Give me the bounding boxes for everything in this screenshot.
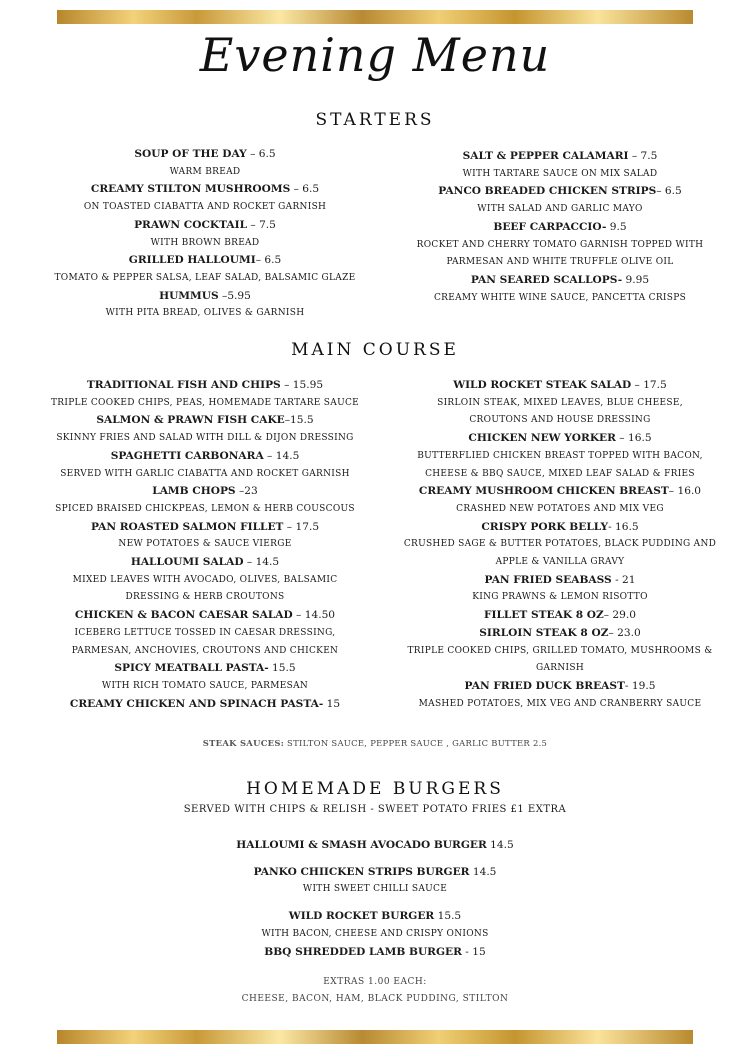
menu-item-description: WITH SALAD AND GARLIC MAYO (477, 204, 643, 215)
menu-item-description: CRASHED NEW POTATOES AND MIX VEG (456, 503, 664, 514)
menu-item (392, 483, 728, 501)
menu-item-description: TRIPLE COOKED CHIPS, PEAS, HOMEMADE TARTARE SAUCE (50, 397, 360, 408)
menu-item-price: 15 (323, 697, 341, 710)
menu-item-price: – 23.0 (608, 626, 641, 639)
menu-item-price: – 14.5 (263, 449, 300, 462)
menu-item-name: CREAMY MUSHROOM CHICKEN BREAST (418, 485, 669, 498)
burgers-subtitle: SERVED WITH CHIPS & RELISH - SWEET POTATO FRIES £1 EXTRA (183, 804, 567, 815)
menu-item-price: – 17.5 (283, 520, 320, 533)
menu-item-name: CHICKEN NEW YORKER (468, 432, 616, 445)
menu-item-description: TRIPLE COOKED CHIPS, GRILLED TOMATO, MUSHROOMS & (407, 645, 713, 656)
extras-label: EXTRAS 1.00 EACH: (323, 977, 427, 987)
menu-item-description: KING PRAWNS & LEMON RISOTTO (472, 592, 648, 603)
menu-item-price: 14.5 (486, 839, 514, 851)
menu-item (30, 519, 380, 537)
menu-item-price: – 7.5 (628, 150, 658, 162)
menu-item-description: WITH BROWN BREAD (150, 237, 260, 248)
menu-item (30, 696, 380, 714)
menu-item-description: DRESSING & HERB CROUTONS (125, 592, 285, 603)
main-course-heading: MAIN COURSE (291, 340, 459, 360)
menu-item-description: ICEBERG LETTUCE TOSSED IN CAESAR DRESSING, (74, 627, 336, 638)
menu-item-description: PARMESAN AND WHITE TRUFFLE OLIVE OIL (446, 257, 674, 268)
menu-item-description: ROCKET AND CHERRY TOMATO GARNISH TOPPED WITH (416, 239, 704, 250)
burgers-list (0, 837, 750, 961)
menu-item (392, 572, 728, 590)
menu-item-price: - 15 (461, 945, 486, 958)
gold-border-bottom (57, 1030, 693, 1044)
menu-item-price: – 16.0 (668, 485, 702, 498)
menu-item (30, 217, 380, 235)
menu-item-price: 15.5 (434, 910, 462, 923)
menu-item-price: - 16.5 (608, 520, 639, 533)
extras-text: CHEESE, BACON, HAM, BLACK PUDDING, STILTON (241, 994, 509, 1004)
menu-item-description: CHEESE & BBQ SAUCE, MIXED LEAF SALAD & FRIES (425, 468, 695, 479)
menu-item-price: – 29.0 (603, 609, 637, 622)
menu-item-description: ON TOASTED CIABATTA AND ROCKET GARNISH (83, 202, 327, 213)
menu-item-price: – 17.5 (631, 379, 667, 391)
menu-item-price: – 16.5 (615, 432, 652, 445)
menu-item-price: –23 (235, 485, 258, 498)
menu-item-name: SIRLOIN STEAK 8 OZ (479, 626, 609, 639)
menu-item-description: WITH TARTARE SAUCE ON MIX SALAD (462, 168, 658, 179)
menu-item-name: WILD ROCKET BURGER (288, 910, 435, 923)
menu-item (392, 625, 728, 643)
steak-sauces-text: STILTON SAUCE, PEPPER SAUCE , GARLIC BUTTER 2.5 (284, 738, 548, 748)
menu-item-name: TRADITIONAL FISH AND CHIPS (86, 379, 281, 391)
menu-item-price: 15.5 (268, 662, 296, 675)
steak-sauces (0, 738, 750, 748)
menu-item-name: GRILLED HALLOUMI (128, 254, 256, 267)
menu-item (30, 377, 380, 395)
menu-item-price: – 14.5 (243, 556, 280, 569)
menu-item (0, 864, 750, 882)
menu-item (392, 678, 728, 696)
menu-item-name: HALLOUMI SALAD (130, 556, 244, 569)
menu-item-description: WITH SWEET CHILLI SAUCE (302, 884, 448, 895)
gold-border-top (57, 10, 693, 24)
menu-item-name: HALLOUMI & SMASH AVOCADO BURGER (236, 839, 487, 851)
menu-item-price: - 21 (611, 573, 636, 586)
menu-item-description: APPLE & VANILLA GRAVY (495, 557, 625, 568)
menu-item-price: 9.5 (606, 220, 627, 233)
menu-item (30, 607, 380, 625)
menu-item (392, 377, 728, 395)
menu-item (30, 660, 380, 678)
menu-item-name: SOUP OF THE DAY (134, 148, 247, 160)
starters-right-column (392, 148, 728, 307)
menu-item-description: BUTTERFLIED CHICKEN BREAST TOPPED WITH BACON, (417, 450, 703, 461)
menu-item-name: SALMON & PRAWN FISH CAKE (96, 414, 285, 427)
menu-item (30, 483, 380, 501)
menu-item-name: BBQ SHREDDED LAMB BURGER (264, 945, 462, 958)
menu-item-name: CREAMY CHICKEN AND SPINACH PASTA- (69, 697, 324, 710)
spacer (0, 899, 750, 908)
menu-item-name: SPICY MEATBALL PASTA- (114, 662, 269, 675)
menu-item-name: PAN FRIED SEABASS (484, 573, 612, 586)
menu-item-name: PAN ROASTED SALMON FILLET (90, 520, 284, 533)
menu-item-price: –5.95 (218, 289, 251, 302)
menu-item-description: CROUTONS AND HOUSE DRESSING (469, 415, 651, 426)
menu-item-price: – 6.5 (656, 185, 682, 198)
menu-item (30, 412, 380, 430)
menu-item-price: – 6.5 (246, 148, 276, 160)
menu-item-price: - 19.5 (624, 679, 656, 692)
menu-item-name: FILLET STEAK 8 OZ (483, 609, 604, 622)
menu-item-price: 9.95 (622, 273, 650, 286)
main-course-right-column (392, 377, 728, 713)
menu-item (30, 181, 380, 199)
menu-item-description: NEW POTATOES & SAUCE VIERGE (118, 539, 292, 550)
menu-item-description: WARM BREAD (169, 166, 241, 177)
burger-extras (0, 974, 750, 1008)
menu-item-name: PANCO BREADED CHICKEN STRIPS (438, 185, 657, 198)
starters-heading: STARTERS (315, 110, 435, 130)
menu-item-description: SKINNY FRIES AND SALAD WITH DILL & DIJON DRESSING (56, 433, 354, 444)
menu-item-price: – 6.5 (255, 254, 282, 267)
menu-item-price: –15.5 (284, 414, 314, 427)
menu-item-price: – 6.5 (290, 183, 320, 196)
main-course-left-column (30, 377, 380, 713)
menu-item-name: CRISPY PORK BELLY (481, 520, 609, 533)
menu-item (392, 183, 728, 201)
menu-item-name: BEEF CARPACCIO- (493, 220, 607, 233)
menu-item-description: MIXED LEAVES WITH AVOCADO, OLIVES, BALSAMIC (72, 574, 338, 585)
menu-item (392, 272, 728, 290)
menu-item-name: WILD ROCKET STEAK SALAD (453, 379, 632, 391)
burgers-heading: HOMEMADE BURGERS (246, 779, 504, 799)
menu-item-description: CRUSHED SAGE & BUTTER POTATOES, BLACK PUDDING AND (403, 539, 717, 550)
menu-item-description: SPICED BRAISED CHICKPEAS, LEMON & HERB COUSCOUS (55, 503, 355, 514)
menu-item (30, 252, 380, 270)
menu-item-name: CREAMY STILTON MUSHROOMS (90, 183, 291, 196)
menu-item-name: SPAGHETTI CARBONARA (110, 449, 264, 462)
menu-item-name: SALT & PEPPER CALAMARI (462, 150, 629, 162)
menu-item (30, 554, 380, 572)
menu-title: Evening Menu (199, 28, 551, 82)
menu-item-name: PAN FRIED DUCK BREAST (464, 679, 625, 692)
menu-item (0, 908, 750, 926)
menu-item-description: WITH BACON, CHEESE AND CRISPY ONIONS (261, 928, 489, 939)
menu-item-name: PRAWN COCKTAIL (134, 218, 248, 231)
menu-item (30, 288, 380, 306)
menu-item-description: TOMATO & PEPPER SALSA, LEAF SALAD, BALSAMIC GLAZE (54, 272, 356, 283)
menu-item-description: PARMESAN, ANCHOVIES, CROUTONS AND CHICKEN (71, 645, 339, 656)
menu-item (392, 148, 728, 166)
menu-item (392, 219, 728, 237)
menu-item (0, 944, 750, 962)
menu-item (392, 430, 728, 448)
menu-item-price: – 15.95 (280, 379, 324, 391)
menu-item-name: HUMMUS (159, 289, 219, 302)
menu-item (0, 837, 750, 855)
menu-item-name: LAMB CHOPS (152, 485, 236, 498)
menu-item (30, 146, 380, 164)
menu-item-description: MASHED POTATOES, MIX VEG AND CRANBERRY SAUCE (418, 698, 702, 709)
menu-item-price: – 7.5 (247, 218, 276, 231)
menu-item-description: CREAMY WHITE WINE SAUCE, PANCETTA CRISPS (433, 292, 687, 303)
steak-sauces-label: STEAK SAUCES: (202, 738, 285, 748)
starters-left-column (30, 146, 380, 323)
menu-item-description: WITH RICH TOMATO SAUCE, PARMESAN (101, 680, 309, 691)
menu-item-price: – 14.50 (292, 609, 336, 622)
menu-item (392, 519, 728, 537)
menu-item-name: PAN SEARED SCALLOPS- (470, 273, 623, 286)
spacer (0, 855, 750, 864)
menu-item-description: SIRLOIN STEAK, MIXED LEAVES, BLUE CHEESE, (437, 397, 683, 408)
menu-item-description: SERVED WITH GARLIC CIABATTA AND ROCKET GARNISH (60, 468, 350, 479)
menu-item-name: CHICKEN & BACON CAESAR SALAD (74, 609, 293, 622)
menu-item (30, 448, 380, 466)
menu-item (392, 607, 728, 625)
menu-item-price: 14.5 (469, 865, 497, 878)
menu-item-description: WITH PITA BREAD, OLIVES & GARNISH (105, 308, 305, 319)
menu-item-name: PANKO CHIICKEN STRIPS BURGER (253, 865, 470, 878)
menu-item-description: GARNISH (535, 663, 584, 674)
